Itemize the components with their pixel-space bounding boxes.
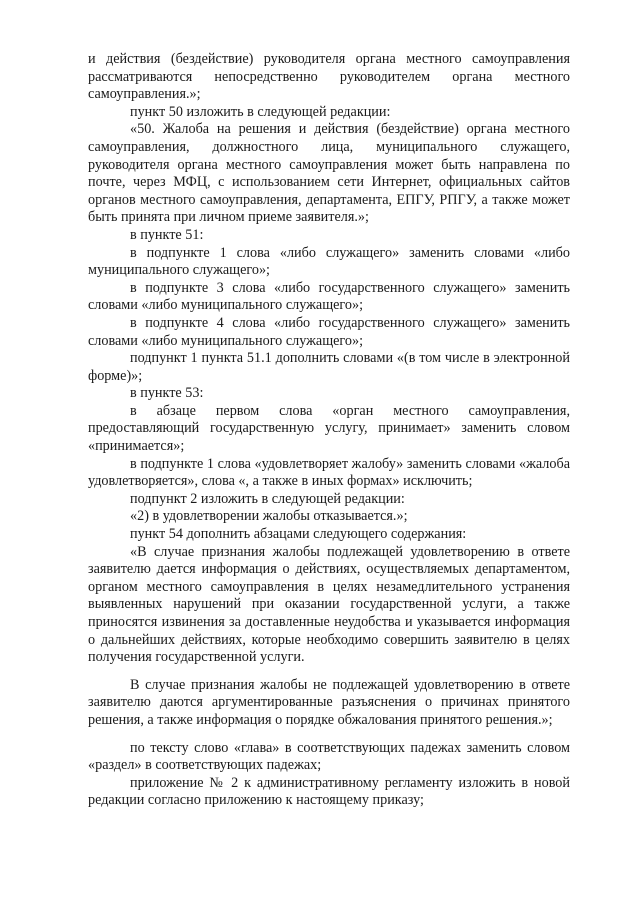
paragraph-subitem-1: в подпункте 1 слова «либо служащего» заменить словами «либо муниципального служащего»; (88, 244, 570, 279)
paragraph-continuation: и действия (бездействие) руководителя органа местного самоуправления рассматриваются непосредственно руководителем органа местного самоуправления.»; (88, 51, 570, 103)
paragraph-item-54-satisfied: «В случае признания жалобы подлежащей удовлетворению в ответе заявителю дается информация о действиях, осуществляемых департаментом, органом местного самоуправления в целях незамедлительного устранения выявленных нарушений при оказании государственной услуги, а также приносятся извинения за доставленные неудобства и указывается информация о дальнейших действиях, которые необходимо совершить заявителю в целях получения государственной услуги. (88, 543, 570, 666)
paragraph-item-51-1: подпункт 1 пункта 51.1 дополнить словами «(в том числе в электронной форме)»; (88, 350, 570, 384)
paragraph-item-50-text: «50. Жалоба на решения и действия (бездействие) органа местного самоуправления, должностного лица, муниципального служащего, руководителя органа местного самоуправления может быть направлена по почте, через МФЦ, с использованием сети Интернет, официальных сайтов органов местного самоуправления, департамента, ЕПГУ, РПГУ, а также может быть принята при личном приеме заявителя.»; (88, 121, 570, 226)
paragraph-item-53-subitem-2: подпункт 2 изложить в следующей редакции: (130, 490, 405, 507)
paragraph-item-53-heading: в пункте 53: (130, 385, 204, 402)
paragraph-item-51-heading: в пункте 51: (130, 226, 204, 243)
paragraph-item-54-heading: пункт 54 дополнить абзацами следующего содержания: (130, 526, 467, 543)
document-body (88, 51, 570, 810)
paragraph-replace-chapter: по тексту слово «глава» в соответствующих падежах заменить словом «раздел» в соответствующих падежах; (88, 739, 570, 774)
paragraph-appendix-2: приложение № 2 к административному регламенту изложить в новой редакции согласно приложению к настоящему приказу; (88, 774, 570, 809)
paragraph-item-53-subitem-2-text: «2) в удовлетворении жалобы отказывается.»; (130, 508, 408, 525)
paragraph-item-53-first: в абзаце первом слова «орган местного самоуправления, предоставляющий государственную услугу, принимает» заменить словом «принимается»; (88, 402, 570, 455)
paragraph-subitem-4: в подпункте 4 слова «либо государственного служащего» заменить словами «либо муниципального служащего»; (88, 314, 570, 349)
paragraph-item-54-rejected: В случае признания жалобы не подлежащей удовлетворению в ответе заявителю даются аргументированные разъяснения о причинах принятого решения, а также информация о порядке обжалования принятого решения.»; (88, 676, 570, 728)
paragraph-item-50-heading: пункт 50 изложить в следующей редакции: (130, 103, 391, 120)
paragraph-subitem-3: в подпункте 3 слова «либо государственного служащего» заменить словами «либо муниципального служащего»; (88, 279, 570, 314)
paragraph-item-53-subitem-1: в подпункте 1 слова «удовлетворяет жалобу» заменить словами «жалоба удовлетворяется», слова «, а также в иных формах» исключить; (88, 455, 570, 490)
